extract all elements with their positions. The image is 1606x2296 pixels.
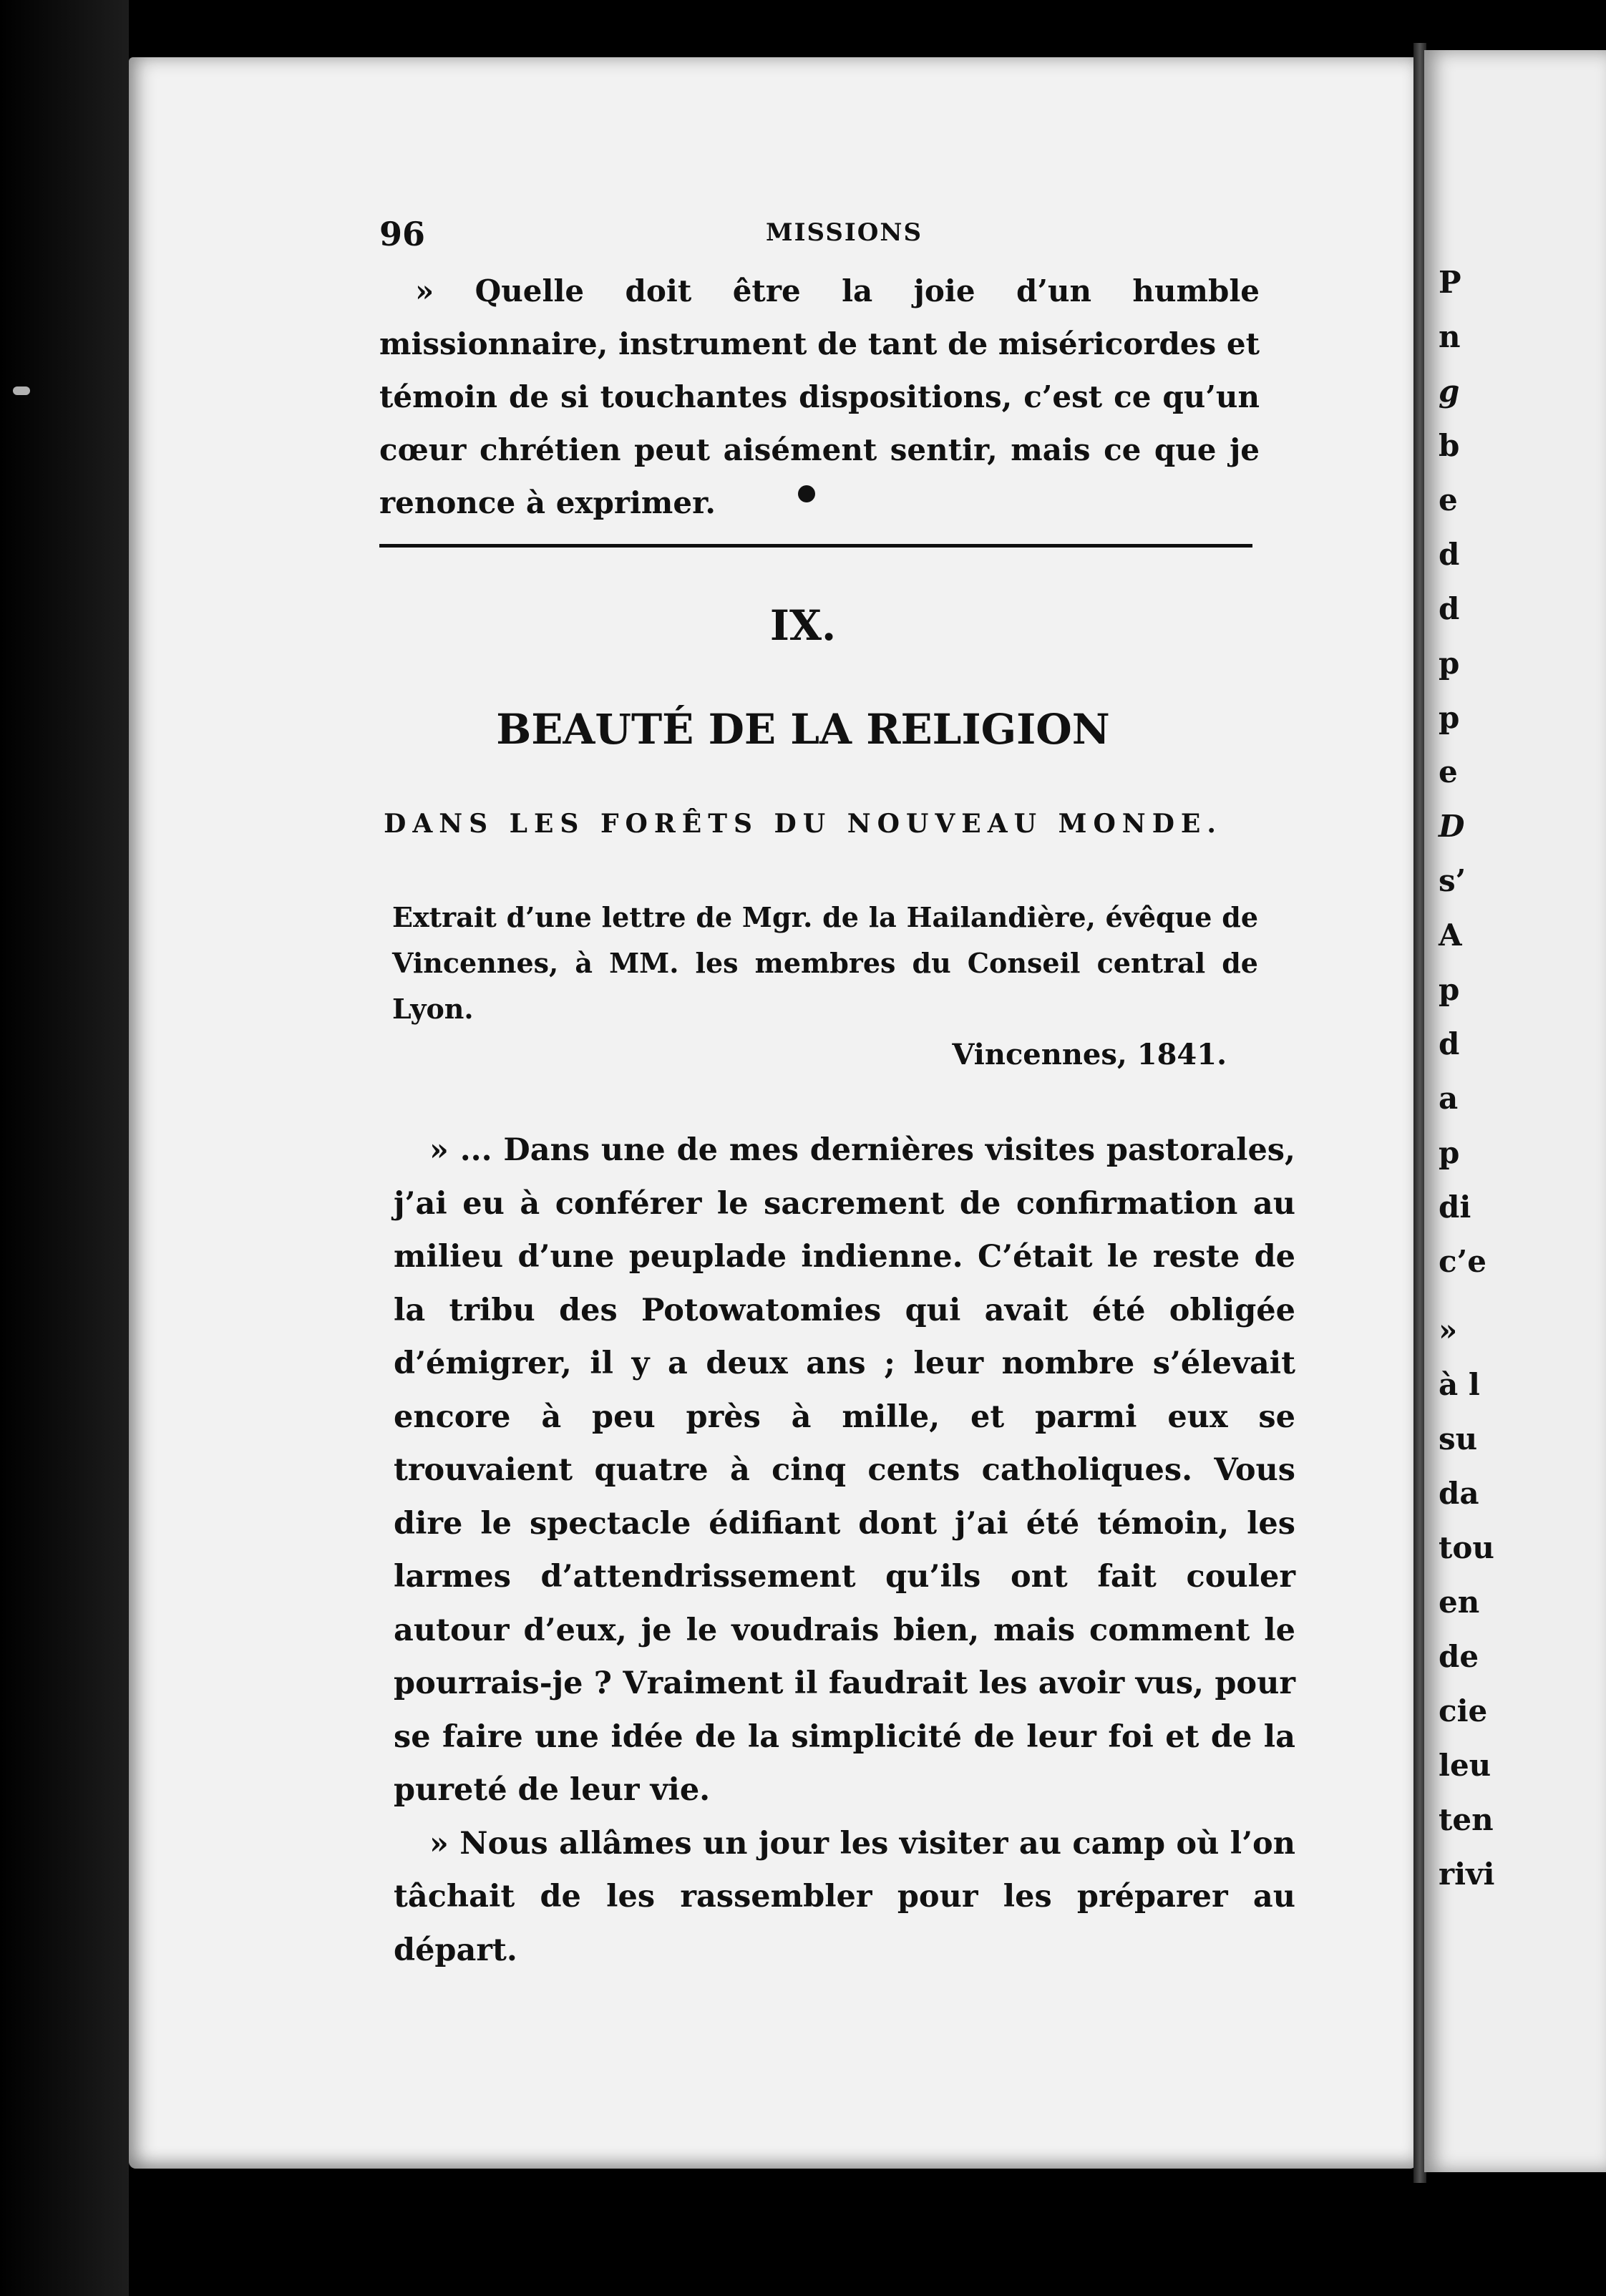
facing-page-fragment: leu xyxy=(1439,1748,1491,1783)
facing-page-fragment: e xyxy=(1439,754,1458,789)
body-paragraph: » Nous allâmes un jour les visiter au camp où l’on tâchait de les rassembler pour les préparer au départ. xyxy=(394,1825,1295,1968)
section-rule xyxy=(379,544,1252,548)
scan-speck xyxy=(13,386,30,395)
facing-page-fragment: s’ xyxy=(1439,863,1466,898)
chapter-subtitle: DANS LES FORÊTS DU NOUVEAU MONDE. xyxy=(384,809,1222,839)
facing-page-fragment: g xyxy=(1439,374,1460,409)
facing-page-fragment: su xyxy=(1439,1421,1478,1456)
facing-page xyxy=(1424,50,1606,2172)
facing-page-fragment: rivi xyxy=(1439,1857,1495,1892)
facing-page-fragment: d xyxy=(1439,591,1460,626)
facing-page-fragment: d xyxy=(1439,537,1460,572)
body-text xyxy=(394,1124,1295,1977)
facing-page-fragment: da xyxy=(1439,1476,1479,1511)
facing-page-fragment: d xyxy=(1439,1026,1460,1061)
facing-page-fragment: e xyxy=(1439,482,1458,517)
letter-dateline: Vincennes, 1841. xyxy=(952,1038,1227,1071)
facing-page-fragment: n xyxy=(1439,319,1461,354)
facing-page-fragment: p xyxy=(1439,972,1460,1007)
facing-page-fragment: cie xyxy=(1439,1693,1488,1728)
facing-page-fragment: en xyxy=(1439,1585,1480,1620)
facing-page-fragment: D xyxy=(1439,809,1465,844)
facing-page-fragment: P xyxy=(1439,265,1461,300)
page-number: 96 xyxy=(379,215,426,253)
facing-page-fragment: » xyxy=(1439,1313,1458,1348)
facing-page-fragment: b xyxy=(1439,428,1460,463)
facing-page-fragment: A xyxy=(1439,918,1462,953)
ornament-dot xyxy=(798,485,815,502)
chapter-title: BEAUTÉ DE LA RELIGION xyxy=(496,705,1110,754)
facing-page-fragment: tou xyxy=(1439,1530,1494,1565)
chapter-number: IX. xyxy=(769,601,837,650)
facing-page-fragment: p xyxy=(1439,700,1460,735)
facing-page-fragment: ten xyxy=(1439,1802,1494,1837)
facing-page-fragment: de xyxy=(1439,1639,1479,1674)
scan-left-margin xyxy=(0,0,129,2296)
facing-page-fragment: à l xyxy=(1439,1367,1480,1402)
body-paragraph: » ... Dans une de mes dernières visites pastorales, j’ai eu à conférer le sacrement de confirmation au milieu d’une peuplade indienne. C’était le reste de la tribu des Potowatomies qui avait été obligée d’émigrer, il y a deux ans ; leur nombre s’élevait encore à peu près à mille, et parmi eux se trouvaient quatre à cinq cents catholiques. Vous dire le spectacle édifiant dont j’ai été témoin, les larmes d’attendrissement qu’ils ont fait couler autour d’eux, je le voudrais bien, mais comment le pourrais-je ? Vraiment il faudrait les avoir vus, pour se faire une idée de la simplicité de leur foi et de la pureté de leur vie. xyxy=(394,1132,1295,1808)
facing-page-fragment: c’e xyxy=(1439,1244,1486,1279)
running-title: MISSIONS xyxy=(766,218,923,247)
letter-extract-note: Extrait d’une lettre de Mgr. de la Hailandière, évêque de Vincennes, à MM. les membres du Conseil central de Lyon. xyxy=(392,901,1258,1025)
facing-page-fragment: p xyxy=(1439,1135,1460,1170)
facing-page-fragment: di xyxy=(1439,1190,1471,1225)
facing-page-fragment: p xyxy=(1439,646,1460,681)
facing-page-fragment: a xyxy=(1439,1081,1459,1116)
intro-paragraph: » Quelle doit être la joie d’un humble missionnaire, instrument de tant de miséricordes et témoin de si touchantes dispositions, c’est ce qu’un cœur chrétien peut aisément sentir, mais ce que je renonce à exprimer. xyxy=(379,273,1260,520)
